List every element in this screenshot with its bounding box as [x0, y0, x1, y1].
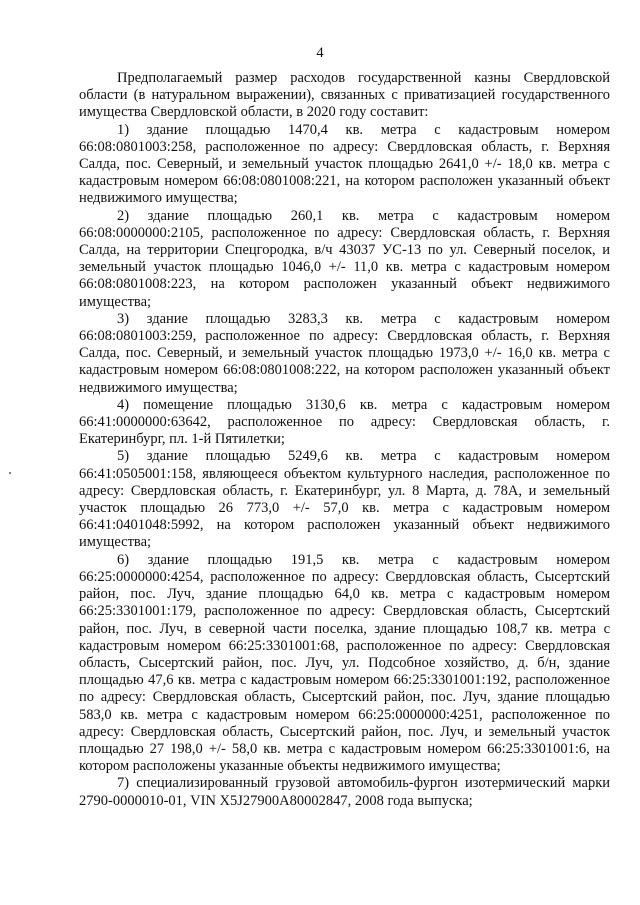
- list-item-7: 7) специализированный грузовой автомобиль-фургон изотермический марки 2790-0000010-01, VIN X5J27900A80002847, 2008 года выпуска;: [79, 775, 610, 809]
- scan-speck: [9, 472, 11, 474]
- list-item-6: 6) здание площадью 191,5 кв. метра с кадастровым номером 66:25:0000000:4254, расположенное по адресу: Свердловская область, Сысертский район, пос. Луч, здание площадью 64,0 кв. метра с кадастровым номером 66:25:3301001:179, расположенное по адресу: Свердловская область, Сысертский район, пос. Луч, в северной части поселка, здание площадью 108,7 кв. метра с кадастровым номером 66:25:3301001:68, расположенное по адресу: Свердловская область, Сысертский район, пос. Луч, ул. Подсобное хозяйство, д. б/н, здание площадью 47,6 кв. метра с кадастровым номером 66:25:3301001:192, расположенное по адресу: Свердловская область, Сысертский район, пос. Луч, здание площадью 583,0 кв. метра с кадастровым номером 66:25:0000000:4251, расположенное по адресу: Свердловская область, Сысертский район, пос. Луч, и земельный участок площадью 27 198,0 +/- 58,0 кв. метра с кадастровым номером 66:25:3301001:6, на котором расположены указанные объекты недвижимого имущества;: [79, 551, 610, 775]
- list-item-2: 2) здание площадью 260,1 кв. метра с кадастровым номером 66:08:0000000:2105, расположенное по адресу: Свердловская область, г. Верхняя Салда, на территории Спецгородка, в/ч 43037 УС-13 по ул. Северный поселок, и земельный участок площадью 1046,0 +/- 11,0 кв. метра с кадастровым номером 66:08:0801008:223, на котором расположен указанный объект недвижимого имущества;: [79, 207, 610, 310]
- list-item-4: 4) помещение площадью 3130,6 кв. метра с кадастровым номером 66:41:0000000:63642, расположенное по адресу: Свердловская область, г. Екатеринбург, пл. 1-й Пятилетки;: [79, 396, 610, 448]
- list-item-3: 3) здание площадью 3283,3 кв. метра с кадастровым номером 66:08:0801003:259, расположенное по адресу: Свердловская область, г. Верхняя Салда, пос. Северный, и земельный участок площадью 1973,0 +/- 16,0 кв. метра с кадастровым номером 66:08:0801008:222, на котором расположен указанный объект недвижимого имущества;: [79, 310, 610, 396]
- document-body: [79, 70, 610, 810]
- intro-paragraph: Предполагаемый размер расходов государственной казны Свердловской области (в натуральном выражении), связанных с приватизацией государственного имущества Свердловской области, в 2020 году составит:: [79, 70, 610, 121]
- page-number: 4: [316, 45, 324, 61]
- list-item-5: 5) здание площадью 5249,6 кв. метра с кадастровым номером 66:41:0505001:158, являющееся объектом культурного наследия, расположенное по адресу: Свердловская область, г. Екатеринбург, ул. 8 Марта, д. 78А, и земельный участок площадью 26 773,0 +/- 57,0 кв. метра с кадастровым номером 66:41:0401048:5992, на котором расположен указанный объект недвижимого имущества;: [79, 448, 610, 551]
- list-item-1: 1) здание площадью 1470,4 кв. метра с кадастровым номером 66:08:0801003:258, расположенное по адресу: Свердловская область, г. Верхняя Салда, пос. Северный, и земельный участок площадью 2641,0 +/- 18,0 кв. метра с кадастровым номером 66:08:0801008:221, на котором расположен указанный объект недвижимого имущества;: [79, 121, 610, 207]
